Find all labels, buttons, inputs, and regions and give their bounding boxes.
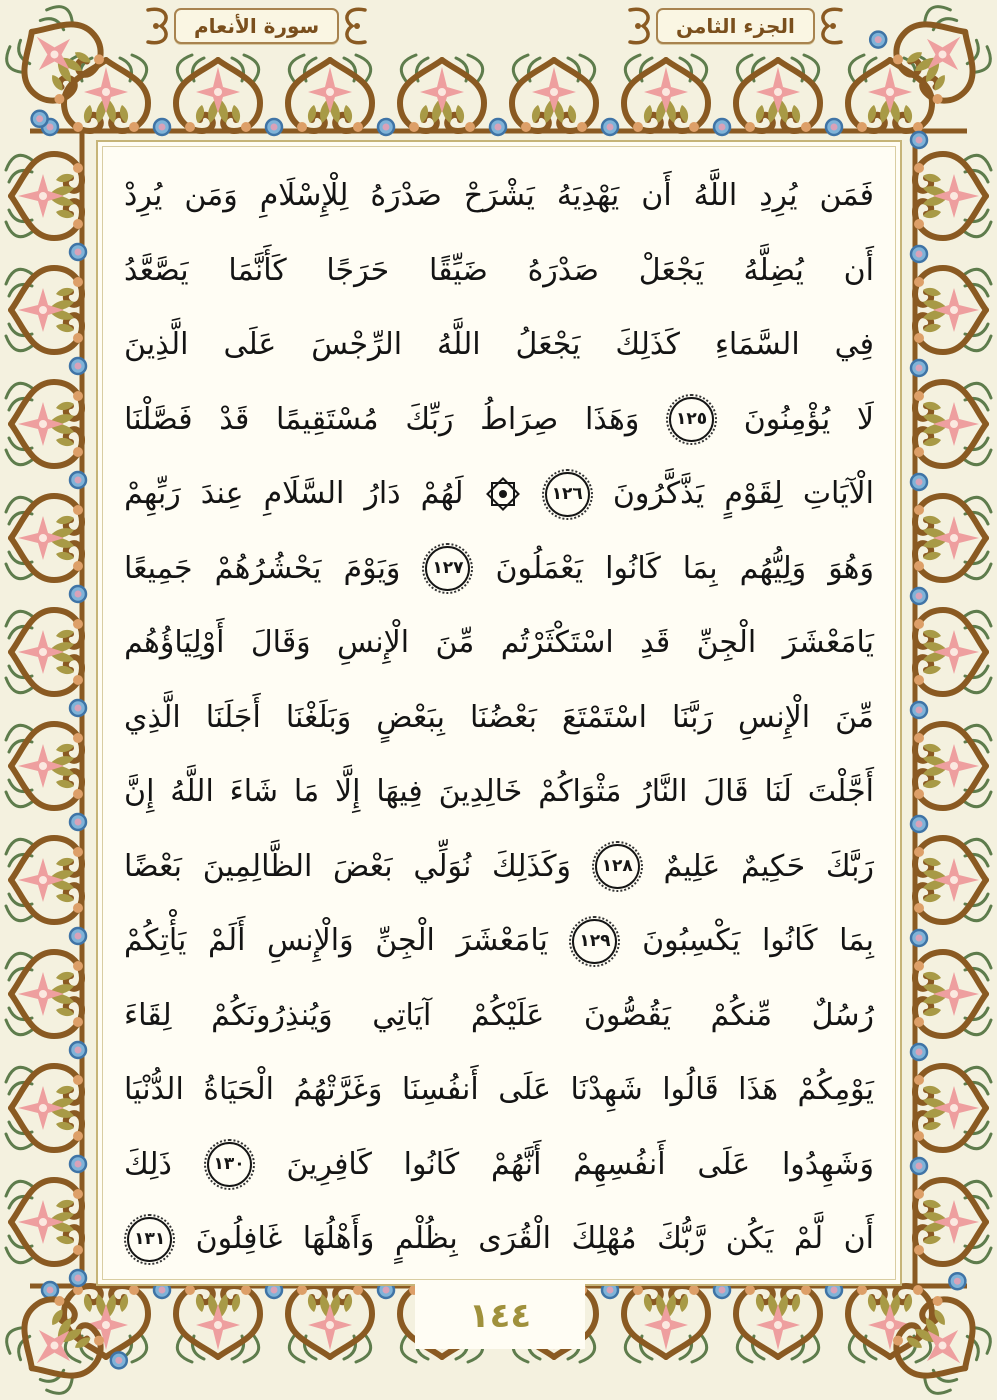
quran-text <box>124 159 874 1277</box>
quran-word: كَذَلِكَ <box>615 327 680 363</box>
quran-word: أَنفُسِنَا <box>401 1072 479 1108</box>
quran-word: يَجْعَلُ <box>515 327 581 363</box>
quran-word: لَا <box>856 401 874 437</box>
quran-word: قَدْ <box>219 401 250 437</box>
ayah-number-marker: ١٢٧ <box>425 546 470 591</box>
quran-word: وَقَالَ <box>250 625 311 661</box>
quran-word: عَلِيمٌ <box>663 848 721 884</box>
quran-line <box>124 159 874 234</box>
ayah-number-marker: ١٢٥ <box>669 397 714 442</box>
quran-word: رُسُلٌ <box>811 997 874 1033</box>
quran-word: يَصَّعَّدُ <box>124 252 189 288</box>
quran-word: صَدْرَهُ <box>370 178 442 214</box>
quran-word: يَهْدِيَهُ <box>556 178 620 214</box>
quran-word: رَبَّكَ <box>825 848 874 884</box>
quran-word: يَحْشُرُهُمْ <box>214 550 322 586</box>
quran-word: شَاءَ <box>229 774 279 810</box>
quran-word: الْجِنِّ <box>375 923 435 959</box>
quran-word: رَبَّنَا <box>671 699 713 735</box>
quran-word: عَلَى <box>223 327 277 363</box>
ayah-number-marker: ١٢٨ <box>595 844 640 889</box>
quran-line <box>124 1128 874 1203</box>
quran-word: إِلَّا <box>335 774 361 810</box>
quran-word: الْقُرَى <box>478 1221 551 1257</box>
quran-word: وَيُنذِرُونَكُمْ <box>211 997 333 1033</box>
quran-line <box>124 830 874 905</box>
rub-el-hizb-icon <box>488 479 518 509</box>
quran-line <box>124 979 874 1054</box>
quran-word: يَأْتِكُمْ <box>124 923 187 959</box>
quran-word: الْإِنسِ <box>738 699 811 735</box>
quran-word: مَا <box>293 774 320 810</box>
quran-word: يَكْسِبُونَ <box>642 923 741 959</box>
quran-word: أَجَّلْتَ <box>807 774 874 810</box>
quran-word: صَدْرَهُ <box>527 252 600 288</box>
page-number-plate <box>415 1283 585 1349</box>
quran-word: يَامَعْشَرَ <box>782 625 874 661</box>
quran-word: عَلَى <box>697 1146 751 1182</box>
quran-word: يَعْمَلُونَ <box>495 550 584 586</box>
quran-word: أَلَمْ <box>207 923 246 959</box>
quran-word: غَافِلُونَ <box>195 1221 283 1257</box>
quran-word: كَأَنَّمَا <box>228 252 287 288</box>
quran-word: وَشَهِدُوا <box>781 1146 874 1182</box>
quran-line <box>124 904 874 979</box>
quran-word: وَبَلَغْنَا <box>285 699 352 735</box>
quran-word: الْآيَاتِ <box>802 476 874 512</box>
quran-word: أَجَلَنَا <box>205 699 261 735</box>
ayah-number-marker: ١٢٩ <box>572 919 617 964</box>
quran-word: أَنَّهُمْ <box>490 1146 542 1182</box>
quran-word: يَقُصُّونَ <box>583 997 671 1033</box>
quran-word: جَمِيعًا <box>124 550 193 586</box>
quran-word: اسْتَكْثَرْتُم <box>500 625 614 661</box>
quran-word: وَهَذَا <box>584 401 640 437</box>
quran-word: لَهُمْ <box>420 476 464 512</box>
quran-word: فَمَن <box>819 178 874 214</box>
quran-line <box>124 755 874 830</box>
quran-line <box>124 606 874 681</box>
heart-bracket-icon <box>817 6 843 46</box>
quran-word: رَّبُّكَ <box>657 1221 706 1257</box>
quran-word: يَوْمِكُمْ <box>797 1072 874 1108</box>
quran-line <box>124 1053 874 1128</box>
quran-word: اللَّهُ <box>437 327 481 363</box>
quran-word: فِيهَا <box>376 774 423 810</box>
quran-word: الدُّنْيَا <box>124 1072 184 1108</box>
quran-word: ذَلِكَ <box>124 1146 172 1182</box>
quran-word: وَكَذَلِكَ <box>492 848 571 884</box>
quran-word: لَنَا <box>764 774 792 810</box>
quran-word: وَيَوْمَ <box>343 550 401 586</box>
quran-word: بِظُلْمٍ <box>394 1221 458 1257</box>
quran-word: يُرِدْ <box>124 178 163 214</box>
quran-word: بِمَا <box>682 550 718 586</box>
quran-word: كَانُوا <box>403 1146 460 1182</box>
quran-word: وَلِيُّهُم <box>739 550 807 586</box>
quran-word: دَارُ <box>364 476 401 512</box>
quran-word: اسْتَمْتَعَ <box>562 699 647 735</box>
quran-word: مِّنكُمْ <box>710 997 773 1033</box>
quran-word: خَالِدِينَ <box>438 774 523 810</box>
quran-word: نُوَلِّي <box>413 848 472 884</box>
quran-word: قَالُوا <box>662 1072 719 1108</box>
quran-word: الْحَيَاةُ <box>203 1072 275 1108</box>
quran-word: إِنَّ <box>124 774 155 810</box>
quran-word: آيَاتِي <box>372 997 432 1033</box>
quran-word: عِندَ <box>200 476 244 512</box>
quran-word: حَكِيمٌ <box>741 848 806 884</box>
quran-word: السَّمَاءِ <box>714 327 800 363</box>
quran-word: الرِّجْسَ <box>311 327 403 363</box>
quran-word: يُرِدِ <box>759 178 798 214</box>
quran-word: كَافِرِينَ <box>286 1146 372 1182</box>
quran-word: يُؤْمِنُونَ <box>743 401 831 437</box>
quran-word: رَبِّهِمْ <box>124 476 181 512</box>
quran-word: يُضِلَّهُ <box>743 252 804 288</box>
quran-word: مِّنَ <box>435 625 475 661</box>
quran-word: كَانُوا <box>761 923 818 959</box>
quran-word: السَّلَامِ <box>263 476 345 512</box>
quran-word: لِقَاءَ <box>124 997 172 1033</box>
quran-word: اللَّهُ <box>693 178 738 214</box>
quran-word: وَغَرَّتْهُمُ <box>293 1072 383 1108</box>
quran-word: بَعْضَ <box>333 848 393 884</box>
quran-word: بِبَعْضٍ <box>376 699 445 735</box>
quran-word: بَعْضًا <box>124 848 182 884</box>
quran-word: الَّذِينَ <box>124 327 189 363</box>
quran-word: النَّارُ <box>637 774 688 810</box>
quran-word: يَجْعَلْ <box>638 252 704 288</box>
quran-word: وَهُوَ <box>828 550 874 586</box>
quran-line <box>124 308 874 383</box>
quran-word: وَمَن <box>184 178 238 214</box>
quran-word: فِي <box>834 327 874 363</box>
surah-name-label: سورة الأنعام <box>174 8 339 44</box>
quran-word: بَعْضُنَا <box>469 699 537 735</box>
quran-word: وَأَهْلُهَا <box>302 1221 375 1257</box>
quran-word: الظَّالِمِينَ <box>202 848 313 884</box>
quran-word: أَن <box>843 1221 874 1257</box>
quran-word: كَانُوا <box>605 550 661 586</box>
quran-line <box>124 1202 874 1277</box>
quran-word: يَامَعْشَرَ <box>456 923 548 959</box>
quran-word: اللَّهُ <box>170 774 214 810</box>
quran-word: الَّذِي <box>124 699 181 735</box>
juz-name-label: الجزء الثامن <box>656 8 815 44</box>
quran-word: هَذَا <box>738 1072 779 1108</box>
heart-bracket-icon <box>341 6 367 46</box>
quran-word: الْجِنِّ <box>696 625 757 661</box>
quran-word: يَذَّكَّرُونَ <box>612 476 705 512</box>
quran-word: مُهْلِكَ <box>571 1221 637 1257</box>
quran-word: أَن <box>843 252 874 288</box>
quran-word: صِرَاطُ <box>480 401 559 437</box>
quran-word: أَن <box>641 178 672 214</box>
quran-word: شَهِدْنَا <box>570 1072 643 1108</box>
quran-word: يَشْرَحْ <box>463 178 535 214</box>
quran-line <box>124 383 874 458</box>
quran-word: قَالَ <box>703 774 749 810</box>
ayah-number-marker: ١٢٦ <box>545 472 590 517</box>
quran-text-panel <box>96 140 902 1286</box>
quran-word: ضَيِّقًا <box>428 252 488 288</box>
quran-line <box>124 234 874 309</box>
quran-word: بِمَا <box>839 923 874 959</box>
quran-word: عَلَيْكُمْ <box>470 997 545 1033</box>
quran-word: فَصَّلْنَا <box>124 401 193 437</box>
quran-word: الْإِنسِ <box>337 625 410 661</box>
ayah-number-marker: ١٣٠ <box>207 1142 252 1187</box>
quran-line <box>124 681 874 756</box>
ayah-number-marker: ١٣١ <box>127 1217 172 1262</box>
quran-word: مِّنَ <box>835 699 874 735</box>
quran-word: لَّمْ <box>794 1221 824 1257</box>
quran-word: يَكُن <box>725 1221 774 1257</box>
quran-line <box>124 457 874 532</box>
quran-word: أَنفُسِهِمْ <box>573 1146 666 1182</box>
juz-name-cartouche <box>628 6 843 46</box>
quran-word: لِلْإِسْلَامِ <box>259 178 349 214</box>
quran-word: رَبِّكَ <box>405 401 454 437</box>
quran-word: مَثْوَاكُمْ <box>538 774 622 810</box>
heart-bracket-icon <box>146 6 172 46</box>
quran-line <box>124 532 874 607</box>
surah-name-cartouche <box>146 6 367 46</box>
quran-word: مُسْتَقِيمًا <box>276 401 379 437</box>
quran-word: وَالْإِنسِ <box>267 923 354 959</box>
heart-bracket-icon <box>628 6 654 46</box>
quran-word: قَدِ <box>640 625 671 661</box>
quran-word: عَلَى <box>498 1072 552 1108</box>
page-number: ١٤٤ <box>468 1296 532 1336</box>
quran-word: لِقَوْمٍ <box>724 476 783 512</box>
quran-word: حَرَجًا <box>326 252 390 288</box>
quran-word: أَوْلِيَاؤُهُم <box>124 625 225 661</box>
